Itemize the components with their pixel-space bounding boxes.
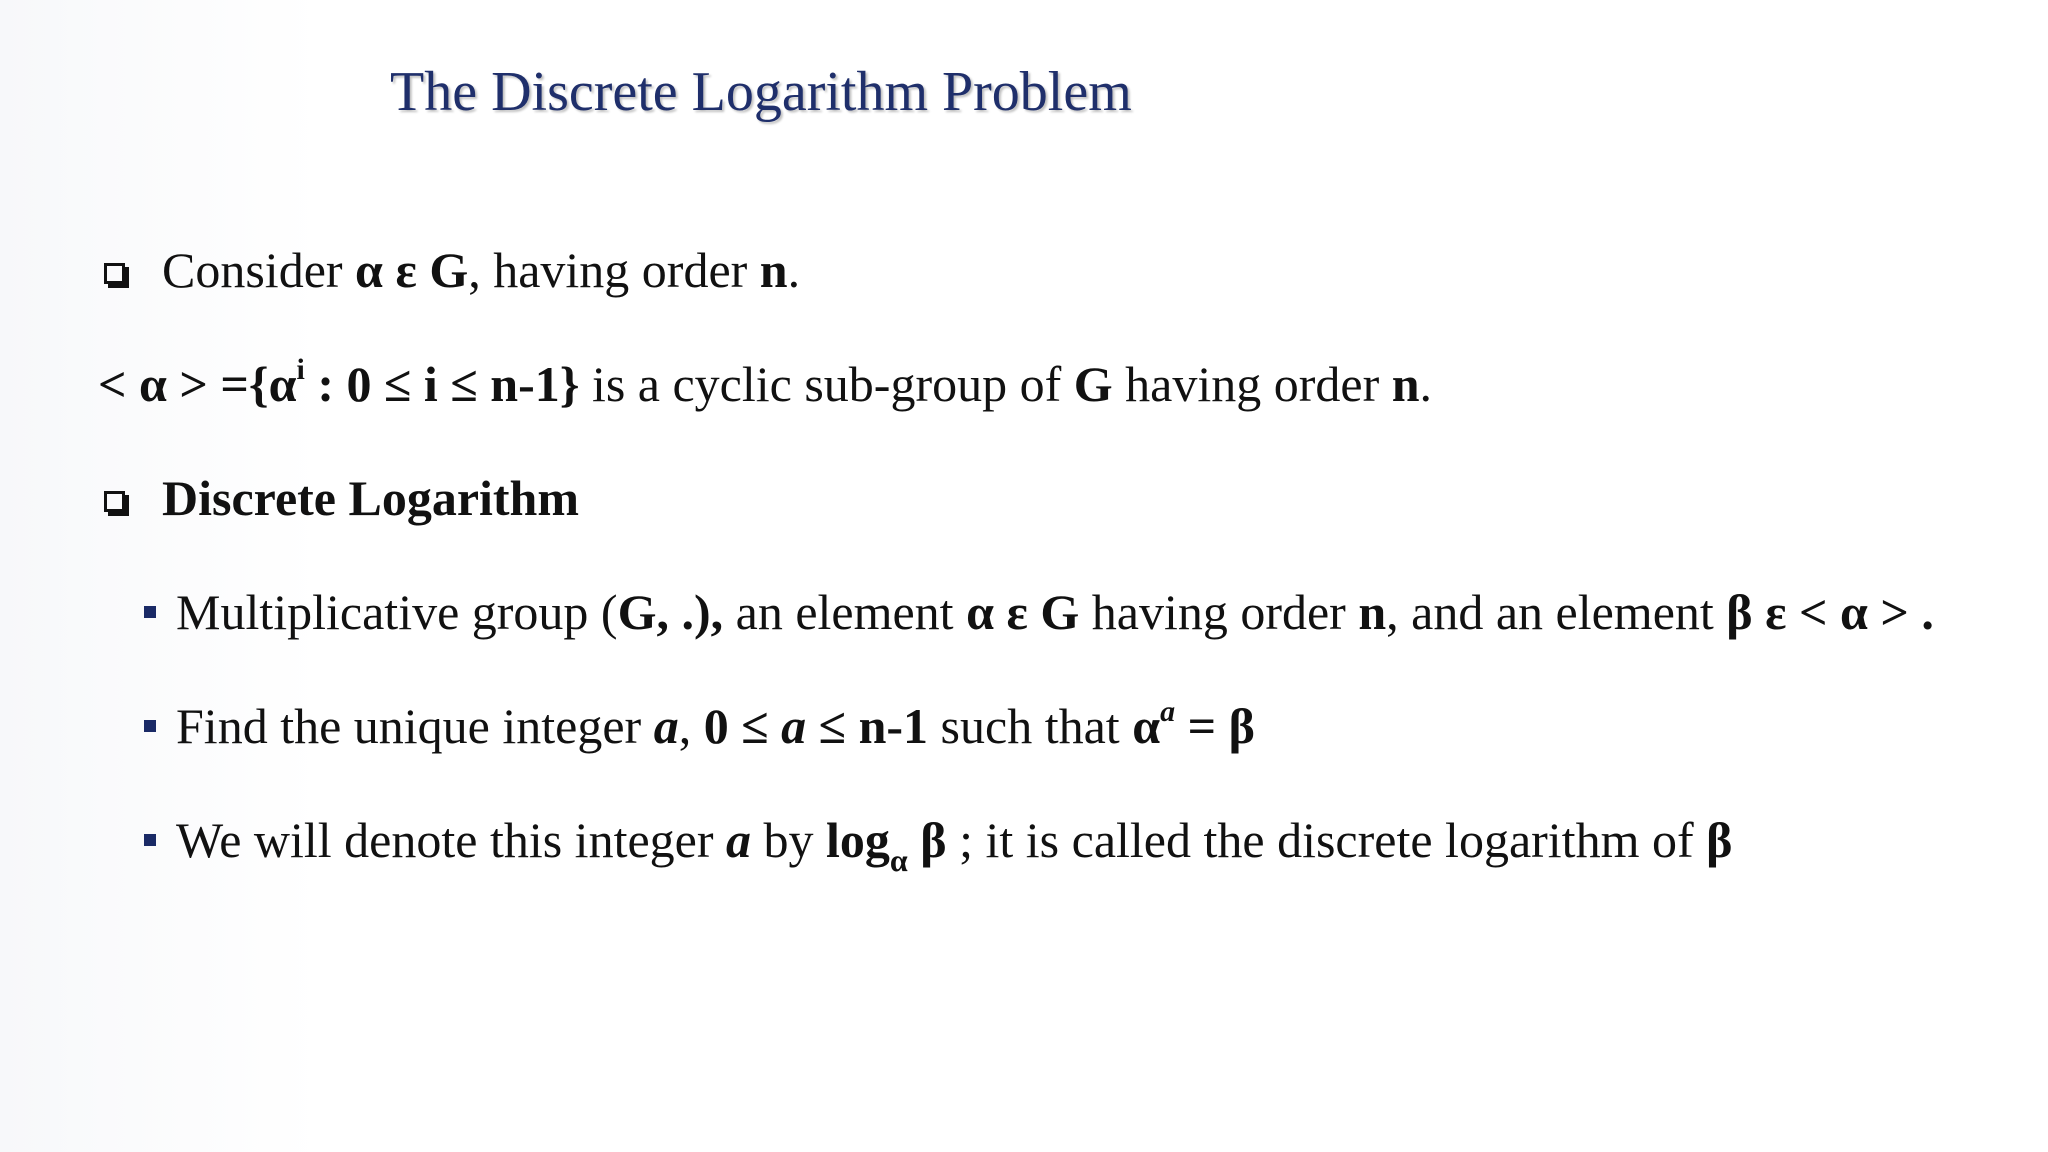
math-variable: a xyxy=(781,698,807,754)
text: by xyxy=(751,812,826,868)
math: = β xyxy=(1175,698,1255,754)
list-item xyxy=(176,808,1733,878)
math: : 0 ≤ i ≤ n-1} xyxy=(304,356,580,412)
text: , and an element xyxy=(1386,584,1727,640)
text: is a cyclic sub-group of xyxy=(579,356,1074,412)
math: G xyxy=(1073,356,1113,412)
math: n xyxy=(1358,584,1387,640)
consider-line xyxy=(162,238,800,302)
subscript: α xyxy=(889,842,908,878)
text: Find the unique integer xyxy=(176,698,654,754)
math: β ε < α > . xyxy=(1726,584,1934,640)
cyclic-subgroup-line xyxy=(98,352,1432,416)
superscript: i xyxy=(296,353,305,386)
text: having order xyxy=(1112,356,1392,412)
text: We will denote this integer xyxy=(176,812,726,868)
text: ; it is called the discrete logarithm of xyxy=(946,812,1707,868)
list-item xyxy=(176,580,1934,644)
text: . xyxy=(787,242,801,298)
math: log xyxy=(826,812,890,868)
text: an element xyxy=(723,584,967,640)
math: < α > ={α xyxy=(98,356,297,412)
math: ≤ n-1 xyxy=(806,698,929,754)
text: such that xyxy=(928,698,1133,754)
superscript: a xyxy=(1160,695,1176,728)
math: β xyxy=(907,812,947,868)
section-heading: Discrete Logarithm xyxy=(162,470,580,526)
slide-title: The Discrete Logarithm Problem xyxy=(390,61,1132,123)
math: G, .), xyxy=(617,584,724,640)
math: α xyxy=(1132,698,1161,754)
text: Multiplicative group ( xyxy=(176,584,618,640)
text: , having order xyxy=(468,242,760,298)
math: α ε G xyxy=(966,584,1080,640)
text: . xyxy=(1419,356,1433,412)
text: having order xyxy=(1079,584,1359,640)
math-variable: a xyxy=(653,698,679,754)
square-bullet-icon xyxy=(144,606,156,618)
square-bullet-icon xyxy=(144,720,156,732)
hollow-square-bullet-icon xyxy=(104,263,125,284)
math: n xyxy=(1391,356,1420,412)
math: α ε G xyxy=(355,242,469,298)
text: Consider xyxy=(162,242,356,298)
math: β xyxy=(1706,812,1733,868)
square-bullet-icon xyxy=(144,834,156,846)
math-variable: a xyxy=(726,812,751,868)
math: 0 ≤ xyxy=(703,698,782,754)
hollow-square-bullet-icon xyxy=(104,491,125,512)
list-item xyxy=(176,694,1255,758)
text: , xyxy=(678,698,704,754)
math: n xyxy=(759,242,788,298)
